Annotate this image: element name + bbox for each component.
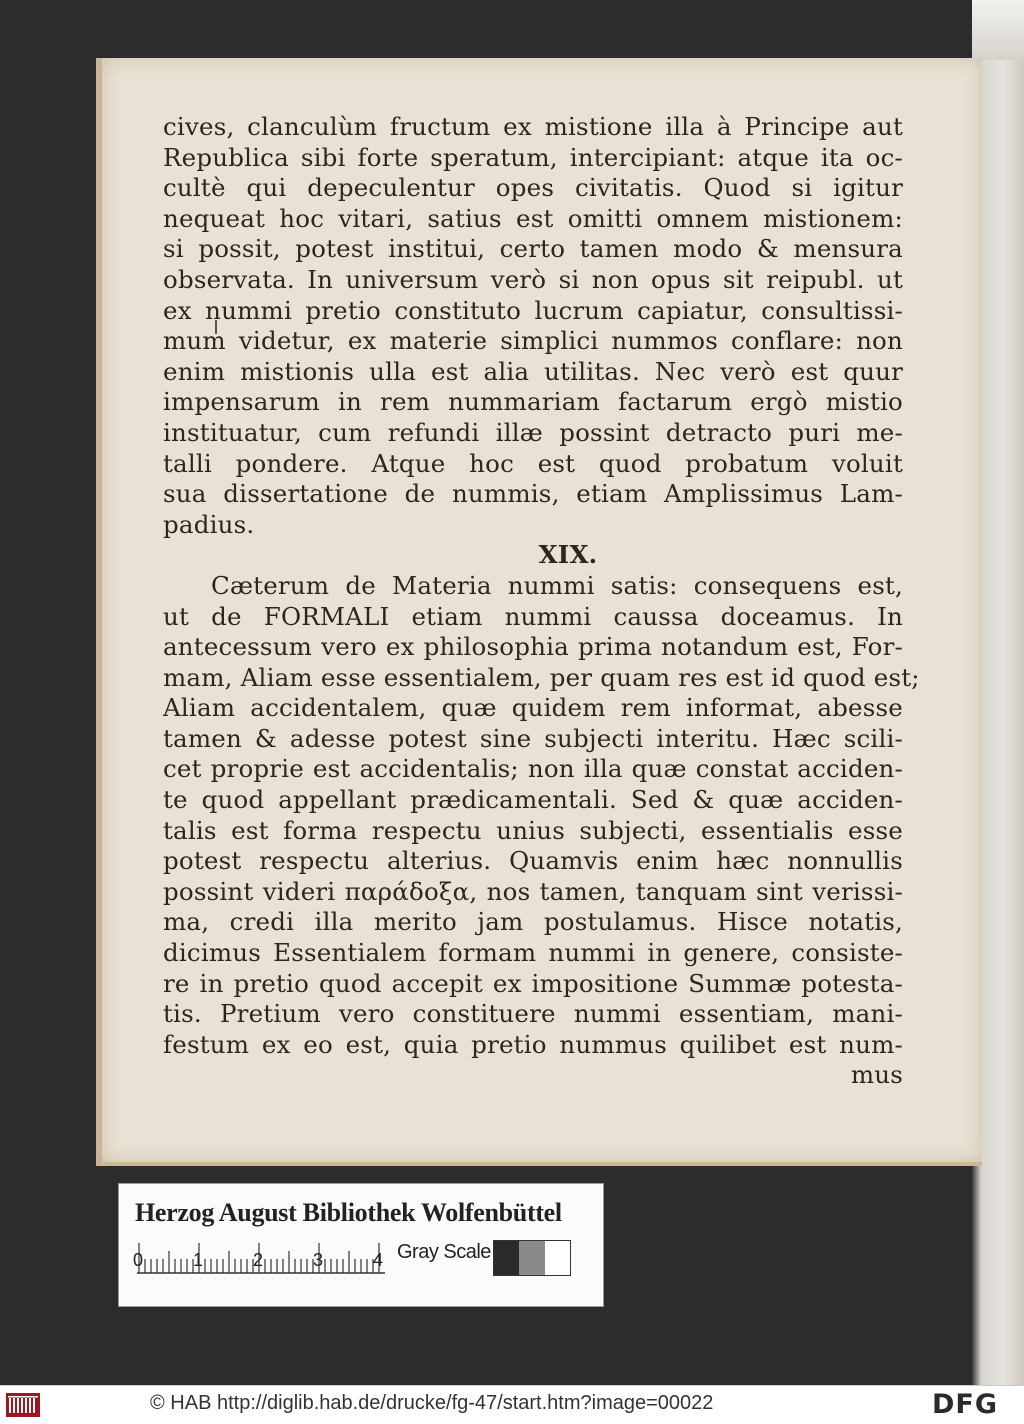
dfg-logo: DFG: [932, 1389, 999, 1420]
text-line: talli pondere. Atque hoc est quod probatum voluit: [163, 448, 903, 478]
footer-bar: [0, 1385, 1024, 1424]
text-line: impensarum in rem nummariam factarum ergò mistio: [163, 387, 903, 417]
text-line: sua dissertatione de nummis, etiam Amplissimus Lam-: [163, 479, 903, 509]
text-line: cet proprie est accidentalis; non illa quæ constat acciden-: [163, 754, 903, 784]
ruler-number: 2: [253, 1250, 264, 1270]
library-building-icon: [6, 1393, 40, 1417]
text-line: Cæterum de Materia nummi satis: consequens est,: [211, 570, 903, 600]
text-line: te quod appellant prædicamentali. Sed & quæ acciden-: [163, 785, 903, 815]
text-line: talis est forma respectu unius subjecti, essentialis esse: [163, 815, 903, 845]
gray-swatch-mid: [519, 1241, 544, 1275]
ruler-number: 0: [133, 1250, 144, 1270]
text-line: mum videtur, ex materie simplici nummos conflare: non: [163, 326, 903, 356]
footer-credit-link[interactable]: © HAB http://diglib.hab.de/drucke/fg-47/start.htm?image=00022: [150, 1392, 714, 1414]
text-line: cives, clanculùm fructum ex mistione illa à Principe aut: [163, 112, 903, 141]
text-line: Republica sibi forte speratum, intercipiant: atque ita oc-: [163, 142, 903, 172]
ruler-number: 1: [193, 1250, 204, 1270]
text-line: ma, credi illa merito jam postulamus. Hisce notatis,: [163, 907, 903, 937]
ruler-number: 3: [313, 1250, 324, 1270]
page-edge-highlight: [972, 0, 1024, 60]
text-line: mam, Aliam esse essentialem, per quam res est id quod est;: [163, 662, 920, 692]
text-line: observata. In universum verò si non opus sit reipubl. ut: [163, 264, 903, 294]
text-line: ex nummi pretio constituto lucrum capiatur, consultissi-: [163, 295, 903, 325]
text-line: padius.: [163, 509, 255, 539]
text-line: dicimus Essentialem formam nummi in genere, consiste-: [163, 938, 903, 968]
catchword: mus: [850, 1060, 903, 1090]
text-line: possint videri παράδοξα, nos tamen, tanquam sint verissi-: [163, 876, 903, 906]
text-line: ut de FORMALI etiam nummi caussa doceamus. In: [163, 601, 903, 631]
ruler-number: 4: [373, 1250, 384, 1270]
text-line: nequeat hoc vitari, satius est omitti omnem mistionem:: [163, 203, 903, 233]
gray-swatch-light: [545, 1241, 570, 1275]
library-name: Herzog August Bibliothek Wolfenbüttel: [135, 1198, 562, 1227]
text-line: instituatur, cum refundi illæ possint detracto puri me-: [163, 417, 903, 447]
page-text: [163, 112, 920, 1091]
text-line: potest respectu alterius. Quamvis enim hæc nonnullis: [163, 846, 903, 876]
text-line: re in pretio quod accepit ex impositione Summæ potesta-: [163, 968, 903, 998]
text-line: cultè qui depeculentur opes civitatis. Quod si igitur: [163, 173, 903, 203]
gray-swatch-dark: [494, 1241, 519, 1275]
text-line: Aliam accidentalem, quæ quidem rem informat, abesse: [163, 693, 903, 723]
gray-scale-swatches: [493, 1240, 571, 1276]
text-line: tamen & adesse potest sine subjecti interitu. Hæc scili-: [163, 723, 903, 753]
text-line: tis. Pretium vero constituere nummi essentiam, mani-: [163, 999, 903, 1029]
section-heading: XIX.: [538, 540, 598, 570]
text-line: antecessum vero ex philosophia prima notandum est, For-: [163, 632, 903, 662]
color-reference-card: [118, 1183, 604, 1307]
text-line: festum ex eo est, quia pretio nummus quilibet est num-: [163, 1029, 903, 1059]
text-line: si possit, potest institui, certo tamen modo & mensura: [163, 234, 903, 264]
text-line: enim mistionis ulla est alia utilitas. Nec verò est quur: [163, 356, 903, 386]
gray-scale-label: Gray Scale: [397, 1241, 491, 1263]
